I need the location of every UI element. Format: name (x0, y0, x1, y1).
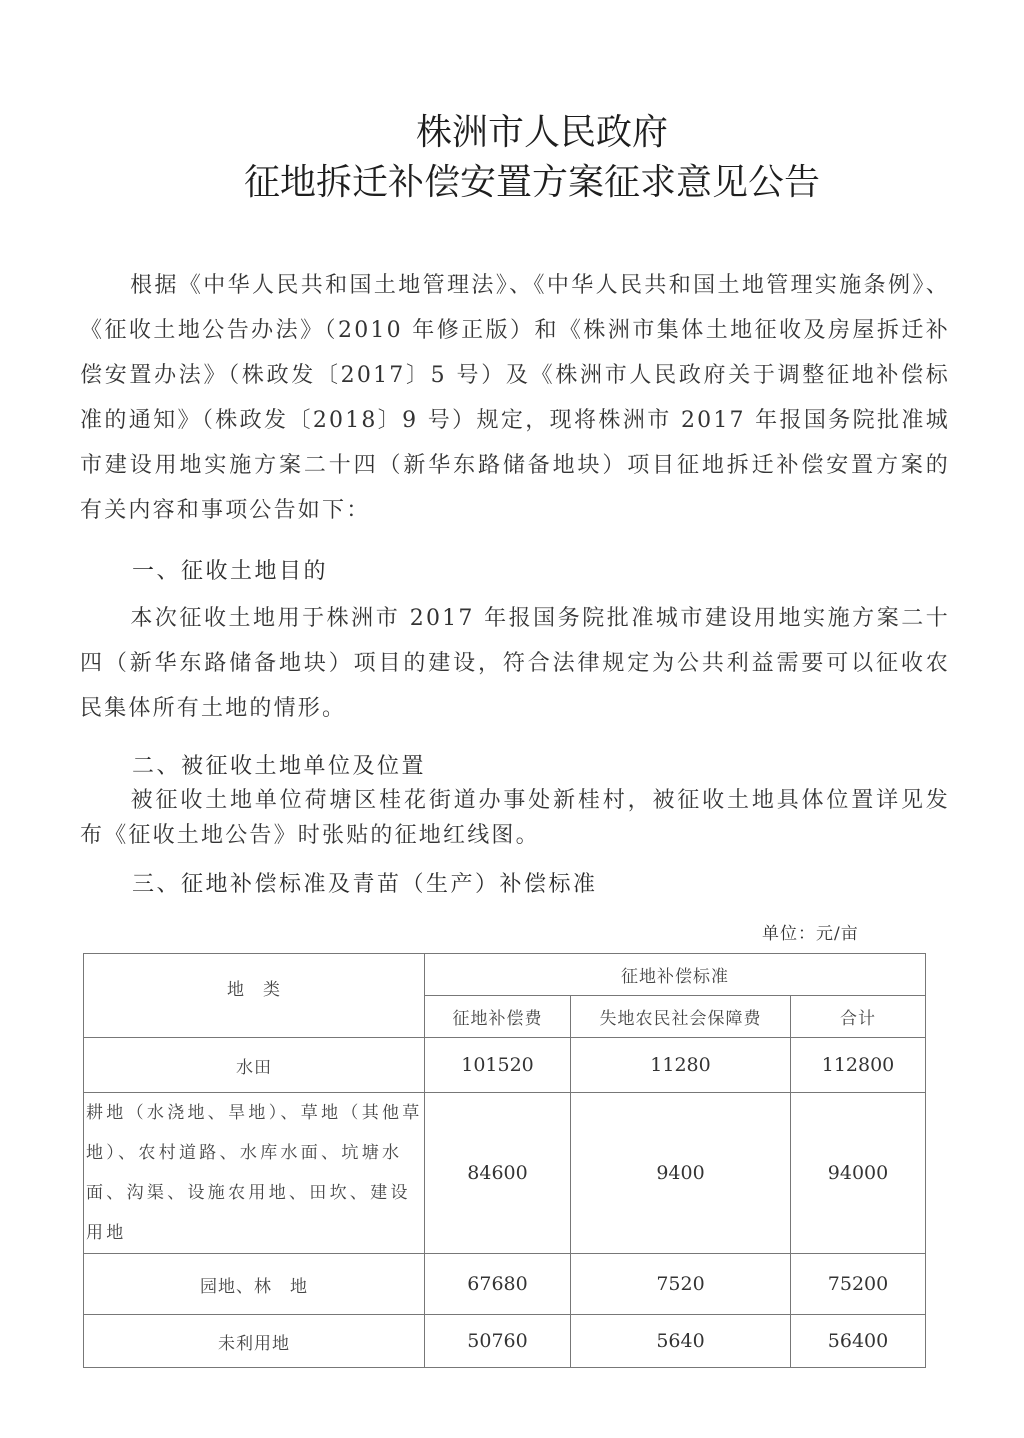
cell-compensation-fee: 84600 (425, 1093, 571, 1254)
unit-label: 单位：元/亩 (762, 924, 859, 944)
compensation-table (83, 953, 926, 1368)
cell-compensation-fee: 67680 (425, 1254, 571, 1315)
section-body-2-text: 被征收土地单位荷塘区桂花街道办事处新桂村，被征收土地具体位置详见发布《征收土地公告》时张贴的征地红线图。 (80, 788, 950, 848)
cell-land-type: 未利用地 (84, 1315, 425, 1368)
cell-total: 112800 (791, 1038, 926, 1093)
intro-paragraph (80, 263, 950, 533)
section-heading-3: 三、征地补偿标准及青苗（生产）补偿标准 (132, 872, 598, 897)
header-land-type (84, 954, 425, 1038)
table-row (84, 1093, 926, 1254)
table-row (84, 1315, 926, 1368)
header-social-security-fee: 失地农民社会保障费 (571, 996, 791, 1038)
cell-total: 56400 (791, 1315, 926, 1368)
document-title-issuer: 株洲市人民政府 (415, 112, 668, 153)
cell-social-security-fee: 7520 (571, 1254, 791, 1315)
cell-social-security-fee: 9400 (571, 1093, 791, 1254)
cell-total: 75200 (791, 1254, 926, 1315)
table-header-row (84, 954, 926, 996)
cell-land-type: 耕地（水浇地、旱地）、草地（其他草地）、农村道路、水库水面、坑塘水面、沟渠、设施农用地、田坎、建设用地 (84, 1093, 425, 1254)
section-body-2 (80, 783, 950, 853)
section-heading-2: 二、被征收土地单位及位置 (132, 754, 427, 779)
header-total: 合计 (791, 996, 926, 1038)
cell-social-security-fee: 11280 (571, 1038, 791, 1093)
header-land-type-text: 地 类 (227, 980, 281, 1000)
section-body-1-text: 本次征收土地用于株洲市 2017 年报国务院批准城市建设用地实施方案二十四（新华东路储备地块）项目的建设，符合法律规定为公共利益需要可以征收农民集体所有土地的情形。 (80, 606, 950, 721)
intro-text: 根据《中华人民共和国土地管理法》、《中华人民共和国土地管理实施条例》、《征收土地公告办法》（2010 年修正版）和《株洲市集体土地征收及房屋拆迁补偿安置办法》（株政发〔2017〕5 号）及《株洲市人民政府关于调整征地补偿标准的通知》（株政发〔2018〕9 号）规定，现将株洲市 2017 年报国务院批准城市建设用地实施方案二十四（新华东路储备地块）项目征地拆迁补偿安置方案的有关内容和事项公告如下： (80, 273, 950, 523)
header-compensation-fee: 征地补偿费 (425, 996, 571, 1038)
cell-compensation-fee: 50760 (425, 1315, 571, 1368)
cell-land-type: 水田 (84, 1038, 425, 1093)
cell-total: 94000 (791, 1093, 926, 1254)
section-heading-1: 一、征收土地目的 (132, 559, 329, 584)
header-group-compensation-standard: 征地补偿标准 (425, 954, 926, 996)
cell-compensation-fee: 101520 (425, 1038, 571, 1093)
table-row (84, 1038, 926, 1093)
cell-social-security-fee: 5640 (571, 1315, 791, 1368)
section-body-1 (80, 596, 950, 731)
document-title-subject: 征地拆迁补偿安置方案征求意见公告 (243, 162, 820, 203)
table-row (84, 1254, 926, 1315)
cell-land-type: 园地、林 地 (84, 1254, 425, 1315)
